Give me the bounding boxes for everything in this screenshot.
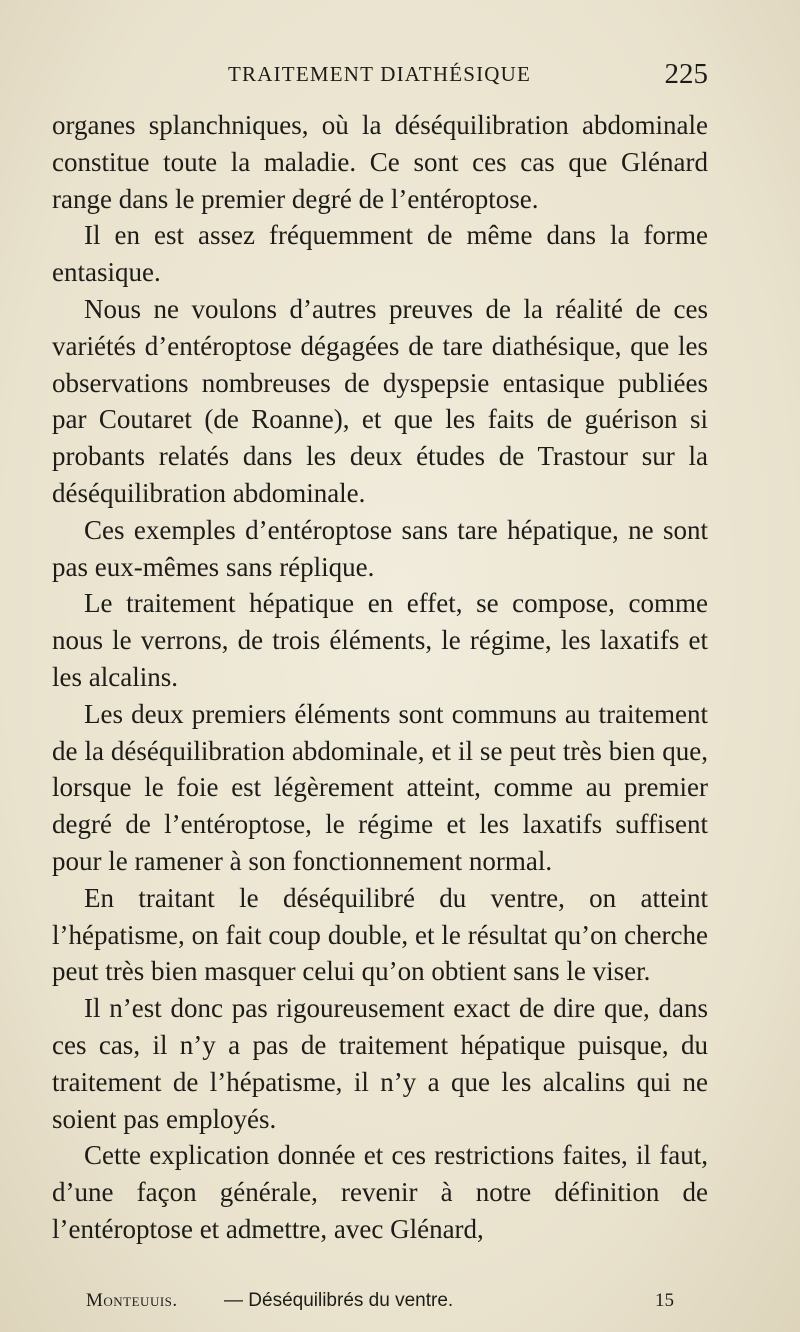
paragraph: Il n’est donc pas rigoureusement exact de dire que, dans ces cas, il n’y a pas de traitement hépatique puisque, du traitement de l’hépatisme, il n’y a que les alcalins qui ne soient pas employés. — [52, 993, 708, 1134]
signature-number: 15 — [655, 1290, 674, 1311]
paragraph: Il en est assez fréquemment de même dans la forme entasique. — [52, 220, 708, 288]
body-text — [52, 107, 708, 1248]
paragraph: Ces exemples d’entéroptose sans tare hépatique, ne sont pas eux-mêmes sans réplique. — [52, 514, 708, 582]
paragraph: Le traitement hépatique en effet, se compose, comme nous le verrons, de trois éléments, le régime, les laxatifs et les alcalins. — [52, 588, 708, 692]
signature-author: Monteuuis. — [86, 1290, 178, 1311]
running-head — [52, 58, 708, 98]
paragraph: Nous ne voulons d’autres preuves de la réalité de ces variétés d’entéroptose dégagées de tare diathésique, que les observations nombreuses de dyspepsie entasique publiées par Coutaret (de Roanne), et que les faits de guérison si probants relatés dans les deux études de Trastour sur la déséquilibration abdominale. — [52, 293, 708, 508]
paragraph: organes splanchniques, où la déséquilibration abdominale constitue toute la maladie. Ce sont ces cas que Glénard range dans le premier degré de l’entéroptose. — [52, 110, 708, 214]
signature-title: — Déséquilibrés du ventre. — [224, 1290, 454, 1311]
signature-line — [86, 1290, 682, 1318]
paragraph: Cette explication donnée et ces restrictions faites, il faut, d’une façon générale, revenir à notre définition de l’entéroptose et admettre, avec Glénard, — [52, 1140, 708, 1244]
page-number: 225 — [664, 58, 708, 90]
running-title: TRAITEMENT DIATHÉSIQUE — [228, 62, 532, 86]
paragraph: Les deux premiers éléments sont communs au traitement de la déséquilibration abdominale, et il se peut très bien que, lorsque le foie est légèrement atteint, comme au premier degré de l’entéroptose, le régime et les laxatifs suffisent pour le ramener à son fonctionnement normal. — [52, 698, 708, 876]
paragraph: En traitant le déséquilibré du ventre, on atteint l’hépatisme, on fait coup double, et le résultat qu’on cherche peut très bien masquer celui qu’on obtient sans le viser. — [52, 882, 708, 987]
